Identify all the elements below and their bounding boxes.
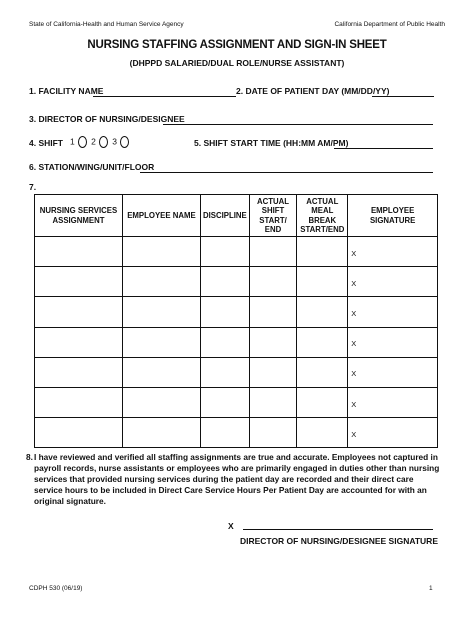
facility-name-field[interactable] [93,88,236,97]
table-row [35,418,438,448]
col-discipline: DISCIPLINE [200,195,249,237]
director-field[interactable] [163,116,433,125]
shift-time-cell[interactable] [249,387,297,417]
discipline-cell[interactable] [200,267,249,297]
cert-text: I have reviewed and verified all staffing assignments are true and accurate. Employees not captured in payroll records, nurse assistants or employees who are primarily engaged in duties other than nursing services that provided nursing services during the patient day are recorded and their direct care service hours to be included in Direct Care Service Hours Per Patient Day are accounted for with an original signature. [34,452,440,506]
meal-break-cell[interactable] [297,237,348,267]
signature-x-mark: X [351,308,357,318]
assignment-cell[interactable] [35,237,123,267]
signature-cell[interactable] [348,237,438,267]
facility-name-label: 1. FACILITY NAME [29,86,104,96]
assignment-cell[interactable] [35,418,123,448]
col-employee-signature: EMPLOYEE SIGNATURE [348,195,438,237]
shift-time-cell[interactable] [249,237,297,267]
item-7-label: 7. [29,182,37,192]
table-row [35,357,438,387]
shift-start-time-field[interactable] [334,140,433,149]
shift-option-2-circle[interactable] [99,136,108,148]
meal-break-cell[interactable] [297,357,348,387]
col-actual-meal: ACTUAL MEAL BREAK START/END [297,195,348,237]
page-title: NURSING STAFFING ASSIGNMENT AND SIGN-IN SHEET [87,39,387,51]
meal-break-cell[interactable] [297,327,348,357]
discipline-cell[interactable] [200,297,249,327]
employee-name-cell[interactable] [122,357,200,387]
table-header-row [35,195,438,237]
meal-break-cell[interactable] [297,297,348,327]
shift-time-cell[interactable] [249,357,297,387]
signature-cell[interactable] [348,357,438,387]
department-text: California Department of Public Health [334,21,445,28]
signature-cell[interactable] [348,267,438,297]
shift-option-2-label: 2 [91,136,96,147]
table-row [35,267,438,297]
discipline-cell[interactable] [200,237,249,267]
employee-name-cell[interactable] [122,327,200,357]
signature-x-mark: X [351,248,357,258]
discipline-cell[interactable] [200,418,249,448]
date-of-patient-day-label: 2. DATE OF PATIENT DAY (MM/DD/YY) [236,86,390,96]
col-nursing-services: NURSING SERVICES ASSIGNMENT [35,195,123,237]
table-row [35,237,438,267]
shift-time-cell[interactable] [249,297,297,327]
col-employee-name: EMPLOYEE NAME [122,195,200,237]
meal-break-cell[interactable] [297,387,348,417]
station-label: 6. STATION/WING/UNIT/FLOOR [29,162,155,172]
meal-break-cell[interactable] [297,418,348,448]
staffing-table [34,194,438,448]
assignment-cell[interactable] [35,267,123,297]
shift-time-cell[interactable] [249,267,297,297]
table-body [35,237,438,448]
page-number: 1 [429,585,433,592]
assignment-cell[interactable] [35,327,123,357]
date-of-patient-day-field[interactable] [372,88,434,97]
discipline-cell[interactable] [200,387,249,417]
director-signature-label: DIRECTOR OF NURSING/DESIGNEE SIGNATURE [239,536,438,546]
shift-time-cell[interactable] [249,327,297,357]
signature-x-mark: X [351,278,357,288]
signature-x-mark: X [351,429,357,439]
director-signature-field[interactable] [243,521,433,530]
shift-start-time-label: 5. SHIFT START TIME (HH:MM AM/PM) [194,138,349,148]
shift-option-3-circle[interactable] [120,136,129,148]
table-row [35,297,438,327]
cert-number: 8. [26,452,33,462]
signature-x-mark: X [351,369,357,379]
assignment-cell[interactable] [35,297,123,327]
signature-cell[interactable] [348,387,438,417]
employee-name-cell[interactable] [122,237,200,267]
director-label: 3. DIRECTOR OF NURSING/DESIGNEE [29,114,185,124]
shift-option-1-label: 1 [70,136,75,147]
assignment-cell[interactable] [35,387,123,417]
shift-time-cell[interactable] [249,418,297,448]
discipline-cell[interactable] [200,327,249,357]
signature-x-mark: X [351,399,357,409]
employee-name-cell[interactable] [122,267,200,297]
employee-name-cell[interactable] [122,418,200,448]
form-id: CDPH 530 (06/19) [29,585,83,592]
agency-text: State of California-Health and Human Service Agency [29,21,184,28]
col-actual-shift: ACTUAL SHIFT START/ END [249,195,297,237]
employee-name-cell[interactable] [122,297,200,327]
shift-label: 4. SHIFT [29,138,64,148]
signature-cell[interactable] [348,297,438,327]
meal-break-cell[interactable] [297,267,348,297]
shift-option-3-label: 3 [112,136,117,147]
signature-cell[interactable] [348,327,438,357]
director-sig-x: X [228,521,234,531]
shift-option-1-circle[interactable] [78,136,87,148]
signature-cell[interactable] [348,418,438,448]
signature-x-mark: X [351,339,357,349]
table-row [35,387,438,417]
assignment-cell[interactable] [35,357,123,387]
shift-options [70,136,131,148]
table-row [35,327,438,357]
employee-name-cell[interactable] [122,387,200,417]
station-field[interactable] [140,164,433,173]
discipline-cell[interactable] [200,357,249,387]
page-subtitle: (DHPPD SALARIED/DUAL ROLE/NURSE ASSISTANT) [129,58,345,68]
